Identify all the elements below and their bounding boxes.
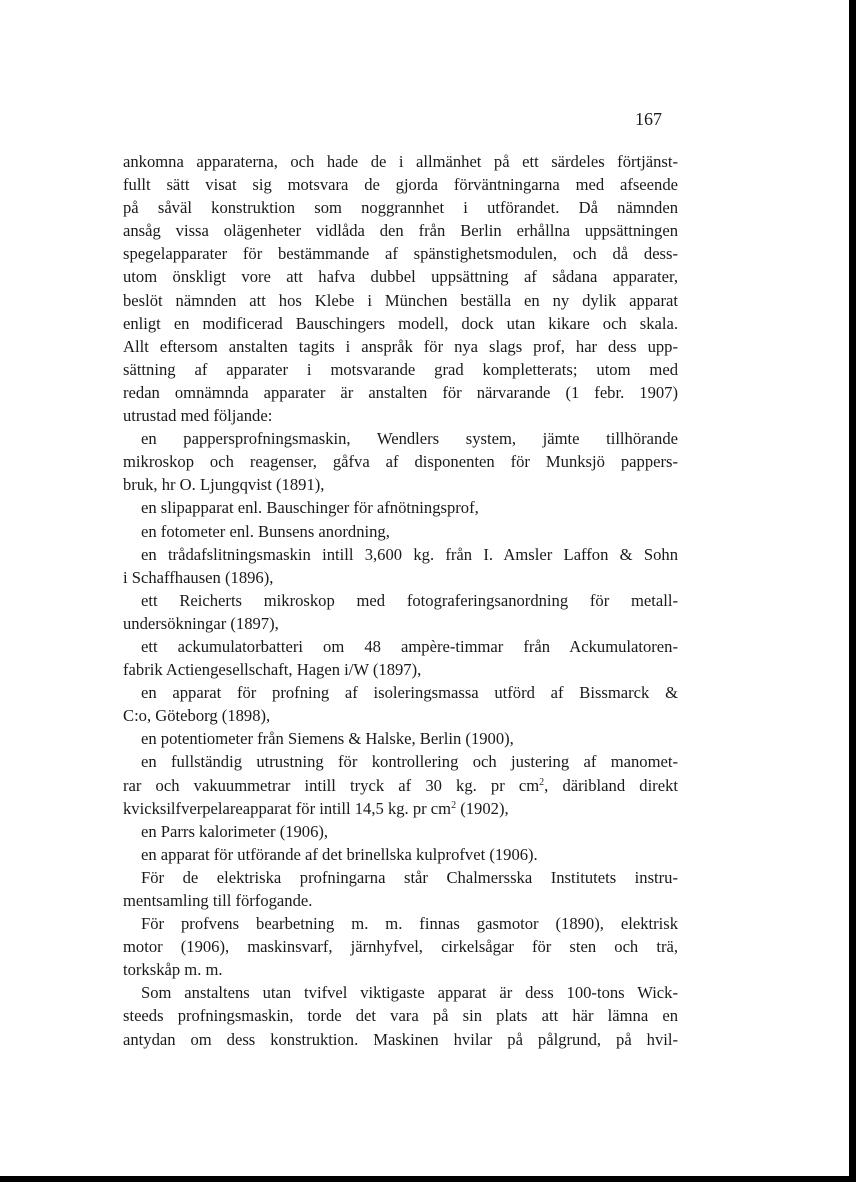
text-line: För profvens bearbetning m. m. finnas gasmotor (1890), elektrisk [141,914,678,934]
text-line: torkskåp m. m. [123,960,223,980]
text-segment: , däribland direkt [544,775,678,795]
text-line: på såväl konstruktion som noggrannhet i utförandet. Då nämnden [123,198,678,218]
text-line [123,797,678,820]
text-line: en potentiometer från Siemens & Halske, Berlin (1900), [141,729,514,749]
text-line: utrustad med följande: [123,406,273,426]
text-line: ansåg vissa olägenheter vidlåda den från Berlin erhållna uppsättningen [123,221,678,241]
text-line: en trådafslitningsmaskin intill 3,600 kg. från I. Amsler Laffon & Sohn [141,544,678,564]
text-line: en fullständig utrustning för kontrollering och justering af manomet- [141,752,678,772]
text-line: bruk, hr O. Ljungqvist (1891), [123,475,325,495]
superscript: 2 [451,799,457,811]
text-line: en Parrs kalorimeter (1906), [141,821,329,841]
text-line: en apparat för utförande af det brinellska kulprofvet (1906). [141,844,538,864]
text-line: redan omnämnda apparater är anstalten för närvarande (1 febr. 1907) [123,382,678,402]
text-line: beslöt nämnden att hos Klebe i München beställa en ny dylik apparat [123,290,678,310]
text-line: sättning af apparater i motsvarande grad kompletterats; utom med [123,359,678,379]
text-line: en fotometer enl. Bunsens anordning, [141,521,390,541]
text-line: ett Reicherts mikroskop med fotograferingsanordning för metall- [141,590,678,610]
text-line: För de elektriska profningarna står Chalmersska Institutets instru- [141,867,678,887]
text-segment: kvicksilfverpelareapparat för intill 14,5 kg. pr cm [123,798,452,818]
text-line: steeds profningsmaskin, torde det vara på sin plats att här lämna en [123,1006,678,1026]
text-line: C:o, Göteborg (1898), [123,706,271,726]
text-line: i Schaffhausen (1896), [123,567,274,587]
text-line: en apparat för profning af isoleringsmassa utförd af Bissmarck & [141,683,678,703]
superscript: 2 [539,776,545,788]
text-line: ankomna apparaterna, och hade de i allmänhet på ett särdeles förtjänst- [123,152,678,171]
text-line: ett ackumulatorbatteri om 48 ampère-timmar från Ackumulatoren- [141,636,678,656]
scan-edge-bottom [0,1176,856,1182]
body-text [123,150,678,1051]
text-line: fabrik Actiengesellschaft, Hagen i/W (1897), [123,660,422,680]
text-line: spegelapparater för bestämmande af spänstighetsmodulen, och då dess- [123,244,678,264]
scan-edge-right [849,0,856,1182]
text-line: fullt sätt visat sig motsvara de gjorda förväntningarna med afseende [123,175,678,195]
text-line: Allt eftersom anstalten tagits i anspråk för nya slags prof, har dess upp- [123,336,678,356]
text-line: mikroskop och reagenser, gåfva af disponenten för Munksjö pappers- [123,452,678,472]
text-line: mentsamling till förfogande. [123,891,313,910]
text-line: enligt en modificerad Bauschingers modell, dock utan kikare och skala. [123,313,678,333]
text-segment: (1902), [456,798,509,818]
text-line: Som anstaltens utan tvifvel viktigaste apparat är dess 100-tons Wick- [141,983,678,1003]
page-number: 167 [635,109,662,129]
text-segment: rar och vakuummetrar intill tryck af 30 kg. pr cm [123,775,540,795]
text-line [123,774,678,797]
text-line: en pappersprofningsmaskin, Wendlers system, jämte tillhörande [141,429,678,449]
text-line: motor (1906), maskinsvarf, järnhyfvel, cirkelsågar för sten och trä, [123,937,678,957]
text-line: antydan om dess konstruktion. Maskinen hvilar på pålgrund, på hvil- [123,1029,678,1049]
text-line: undersökningar (1897), [123,613,279,633]
text-line: en slipapparat enl. Bauschinger för afnötningsprof, [141,498,479,518]
text-line: utom önskligt vore att hafva dubbel uppsättning af sådana apparater, [123,267,678,287]
